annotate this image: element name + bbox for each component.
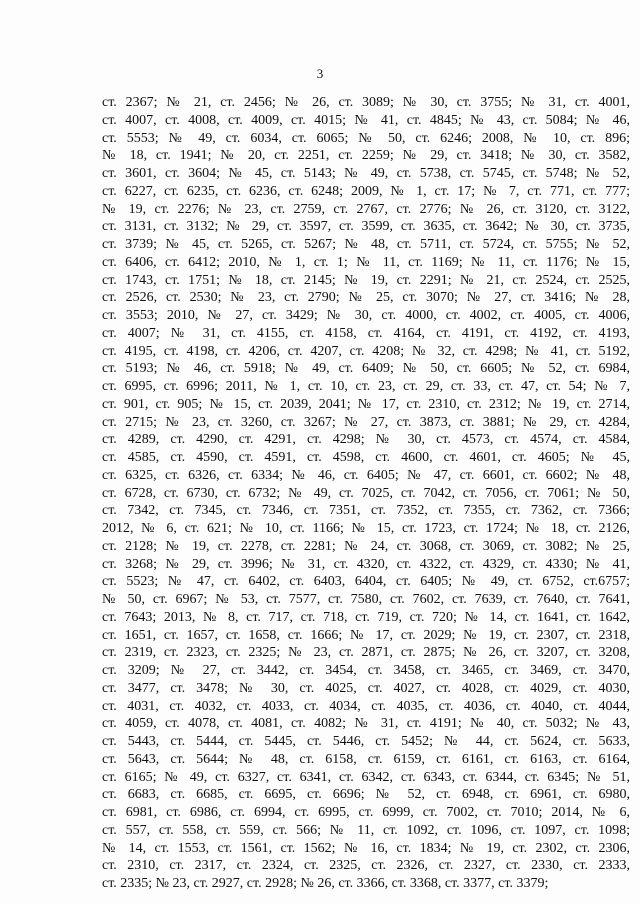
text-line: ст. 4007, ст. 4008, ст. 4009, ст. 4015; № 41, ст. 4845; № 43, ст. 5084; № 46, [102, 112, 630, 128]
text-line: ст. 3131, ст. 3132; № 29, ст. 3597, ст. 3599, ст. 3635, ст. 3642; № 30, ст. 3735, [102, 219, 630, 235]
text-line: ст. 1743, ст. 1751; № 18, ст. 2145; № 19, ст. 2291; № 21, ст. 2524, ст. 2525, [102, 272, 630, 288]
text-line: ст. 6406, ст. 6412; 2010, № 1, ст. 1; № 11, ст. 1169; № 11, ст. 1176; № 15, [102, 254, 630, 270]
text-line: ст. 5443, ст. 5444, ст. 5445, ст. 5446, ст. 5452; № 44, ст. 5624, ст. 5633, [102, 734, 630, 749]
text-line: № 19, ст. 2276; № 23, ст. 2759, ст. 2767, ст. 2776; № 26, ст. 3120, ст. 3122, [102, 201, 630, 217]
text-line: ст. 5643, ст. 5644; № 48, ст. 6158, ст. 6159, ст. 6161, ст. 6163, ст. 6164, [102, 751, 630, 767]
text-line: ст. 6325, ст. 6326, ст. 6334; № 46, ст. 6405; № 47, ст. 6601, ст. 6602; № 48, [102, 467, 630, 483]
text-line: ст. 6995, ст. 6996; 2011, № 1, ст. 10, ст. 23, ст. 29, ст. 33, ст. 47, ст. 54; № 7, [102, 379, 630, 394]
text-line: № 18, ст. 1941; № 20, ст. 2251, ст. 2259; № 29, ст. 3418; № 30, ст. 3582, [102, 148, 630, 164]
text-line: № 14, ст. 1553, ст. 1561, ст. 1562; № 16, ст. 1834; № 19, ст. 2302, ст. 2306, [102, 840, 630, 856]
text-line: ст. 2319, ст. 2323, ст. 2325; № 23, ст. 2871, ст. 2875; № 26, ст. 3207, ст. 3208, [102, 645, 630, 661]
text-line: 2012, № 6, ст. 621; № 10, ст. 1166; № 15, ст. 1723, ст. 1724; № 18, ст. 2126, [102, 521, 630, 536]
text-line: ст. 6981, ст. 6986, ст. 6994, ст. 6995, ст. 6999, ст. 7002, ст. 7010; 2014, № 6, [102, 805, 630, 820]
body-text [102, 94, 630, 893]
text-line: ст. 2367; № 21, ст. 2456; № 26, ст. 3089; № 30, ст. 3755; № 31, ст. 4001, [102, 95, 630, 110]
text-line: ст. 3268; № 29, ст. 3996; № 31, ст. 4320, ст. 4322, ст. 4329, ст. 4330; № 41, [102, 556, 630, 572]
text-line: ст. 3553; 2010, № 27, ст. 3429; № 30, ст. 4000, ст. 4002, ст. 4005, ст. 4006, [102, 308, 630, 323]
text-line: ст. 5523; № 47, ст. 6402, ст. 6403, 6404, ст. 6405; № 49, ст. 6752, ст.6757; [102, 574, 630, 590]
text-line: ст. 7643; 2013, № 8, ст. 717, ст. 718, ст. 719, ст. 720; № 14, ст. 1641, ст. 1642, [102, 609, 630, 625]
text-line: ст. 557, ст. 558, ст. 559, ст. 566; № 11, ст. 1092, ст. 1096, ст. 1097, ст. 1098; [102, 822, 630, 838]
text-line: ст. 4031, ст. 4032, ст. 4033, ст. 4034, ст. 4035, ст. 4036, ст. 4040, ст. 4044, [102, 698, 630, 714]
text-line: ст. 4059, ст. 4078, ст. 4081, ст. 4082; № 31, ст. 4191; № 40, ст. 5032; № 43, [102, 716, 630, 732]
text-line: ст. 2715; № 23, ст. 3260, ст. 3267; № 27, ст. 3873, ст. 3881; № 29, ст. 4284, [102, 414, 630, 430]
text-line: ст. 6728, ст. 6730, ст. 6732; № 49, ст. 7025, ст. 7042, ст. 7056, ст. 7061; № 50, [102, 485, 630, 501]
text-line: ст. 4195, ст. 4198, ст. 4206, ст. 4207, ст. 4208; № 32, ст. 4298; № 41, ст. 5192, [102, 343, 630, 359]
text-line: ст. 5553; № 49, ст. 6034, ст. 6065; № 50, ст. 6246; 2008, № 10, ст. 896; [102, 130, 630, 146]
text-line: ст. 3601, ст. 3604; № 45, ст. 5143; № 49, ст. 5738, ст. 5745, ст. 5748; № 52, [102, 166, 630, 181]
text-line: ст. 4289, ст. 4290, ст. 4291, ст. 4298; № 30, ст. 4573, ст. 4574, ст. 4584, [102, 432, 630, 448]
text-line: ст. 7342, ст. 7345, ст. 7346, ст. 7351, ст. 7352, ст. 7355, ст. 7362, ст. 7366; [102, 503, 630, 519]
text-line: ст. 901, ст. 905; № 15, ст. 2039, 2041; № 17, ст. 2310, ст. 2312; № 19, ст. 2714, [102, 396, 630, 412]
text-line: № 50, ст. 6967; № 53, ст. 7577, ст. 7580, ст. 7602, ст. 7639, ст. 7640, ст. 7641, [102, 592, 630, 607]
text-line: ст. 3477, ст. 3478; № 30, ст. 4025, ст. 4027, ст. 4028, ст. 4029, ст. 4030, [102, 680, 630, 696]
text-line: ст. 6227, ст. 6235, ст. 6236, ст. 6248; 2009, № 1, ст. 17; № 7, ст. 771, ст. 777; [102, 183, 630, 199]
page-number: 3 [316, 66, 324, 81]
text-line: ст. 2128; № 19, ст. 2278, ст. 2281; № 24, ст. 3068, ст. 3069, ст. 3082; № 25, [102, 538, 630, 554]
text-line: ст. 5193; № 46, ст. 5918; № 49, ст. 6409; № 50, ст. 6605; № 52, ст. 6984, [102, 361, 630, 377]
text-line: ст. 2310, ст. 2317, ст. 2324, ст. 2325, ст. 2326, ст. 2327, ст. 2330, ст. 2333, [102, 858, 630, 874]
text-line: ст. 4007; № 31, ст. 4155, ст. 4158, ст. 4164, ст. 4191, ст. 4192, ст. 4193, [102, 325, 630, 341]
text-line: ст. 1651, ст. 1657, ст. 1658, ст. 1666; № 17, ст. 2029; № 19, ст. 2307, ст. 2318, [102, 627, 630, 643]
text-line: ст. 4585, ст. 4590, ст. 4591, ст. 4598, ст. 4600, ст. 4601, ст. 4605; № 45, [102, 450, 630, 465]
text-line: ст. 3209; № 27, ст. 3442, ст. 3454, ст. 3458, ст. 3465, ст. 3469, ст. 3470, [102, 663, 630, 678]
text-line: ст. 2335; № 23, ст. 2927, ст. 2928; № 26, ст. 3366, ст. 3368, ст. 3377, ст. 3379; [102, 876, 549, 891]
text-line: ст. 3739; № 45, ст. 5265, ст. 5267; № 48, ст. 5711, ст. 5724, ст. 5755; № 52, [102, 237, 630, 252]
text-line: ст. 6165; № 49, ст. 6327, ст. 6341, ст. 6342, ст. 6343, ст. 6344, ст. 6345; № 51, [102, 769, 630, 785]
text-line: ст. 6683, ст. 6685, ст. 6695, ст. 6696; № 52, ст. 6948, ст. 6961, ст. 6980, [102, 787, 630, 803]
text-line: ст. 2526, ст. 2530; № 23, ст. 2790; № 25, ст. 3070; № 27, ст. 3416; № 28, [102, 290, 630, 306]
